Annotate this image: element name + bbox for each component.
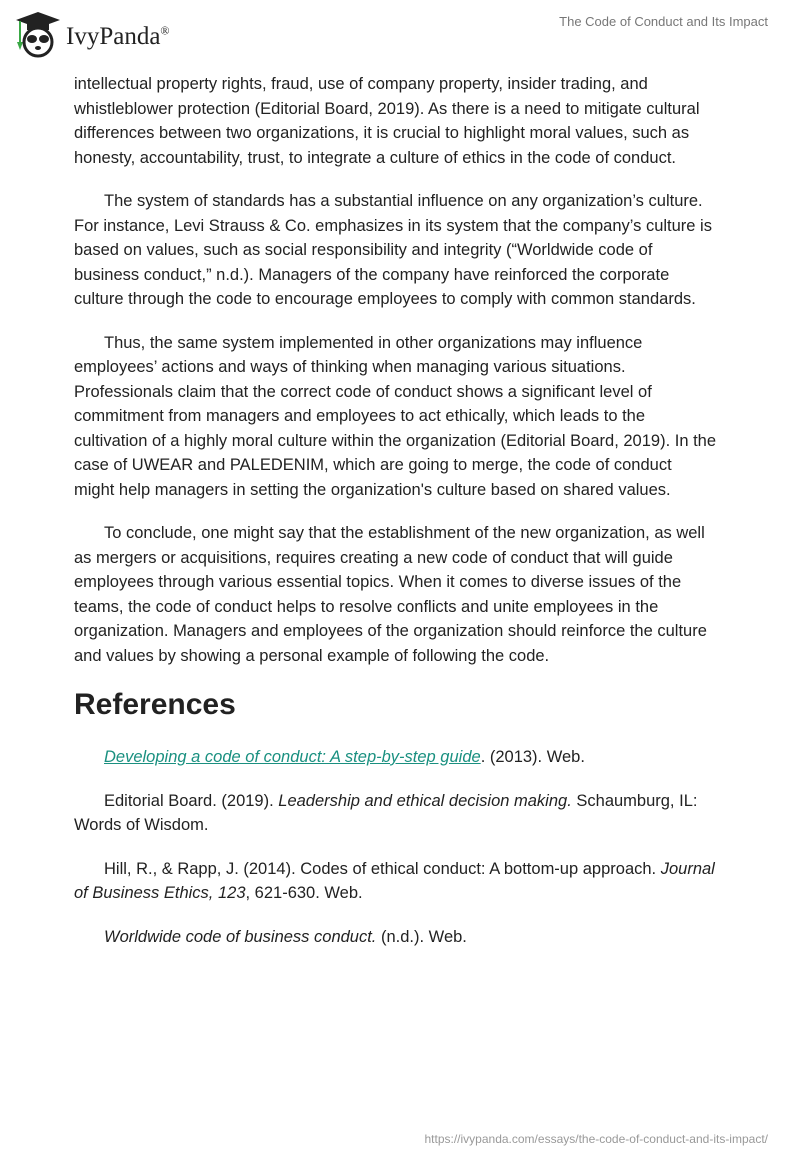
- text-line: differences between two organizations, it is crucial to highlight moral values, such as: [74, 124, 690, 142]
- text-line: cultivation of a highly moral culture within the organization (Editorial Board, 2019). In the: [74, 431, 717, 450]
- reference-item: [74, 789, 734, 838]
- reference-item: [74, 857, 734, 906]
- page-header: [0, 0, 800, 60]
- reference-text: , 621-630. Web.: [245, 884, 363, 902]
- brand-label: IvyPanda: [66, 23, 161, 50]
- text-line: honesty, accountability, trust, to integrate a culture of ethics in the code of conduct.: [74, 148, 676, 167]
- text-line: and values by showing a personal example of following the code.: [74, 646, 550, 665]
- body-paragraph: [74, 331, 734, 503]
- reference-text: (n.d.). Web.: [376, 927, 467, 946]
- text-line: based on values, such as social responsibility and integrity (“Worldwide code of: [74, 241, 653, 259]
- text-line: Professionals claim that the correct code of conduct shows a significant level of: [74, 382, 652, 401]
- references-list: [74, 745, 734, 949]
- reference-text: Hill, R., & Rapp, J. (2014). Codes of ethical conduct: A bottom-up approach.: [104, 859, 661, 878]
- text-line: The system of standards has a substantial influence on any organization’s culture.: [104, 192, 703, 210]
- reference-text: . (2013). Web.: [480, 748, 585, 766]
- italic-title: of Business Ethics, 123: [74, 884, 246, 902]
- reference-text: Editorial Board. (2019).: [104, 791, 279, 810]
- text-line: teams, the code of conduct helps to resolve conflicts and unite employees in the: [74, 597, 659, 616]
- body-paragraph: [74, 521, 734, 668]
- italic-title: Worldwide code of business conduct.: [104, 927, 377, 946]
- reference-line: [74, 745, 734, 770]
- reference-line: [74, 881, 734, 906]
- panda-graduate-icon: [12, 8, 62, 58]
- reference-item: [74, 745, 734, 770]
- brand-name: [66, 23, 170, 51]
- text-line: culture through the code to encourage employees to comply with common standards.: [74, 290, 696, 308]
- italic-title: Journal: [660, 859, 715, 878]
- document-title: The Code of Conduct and Its Impact: [559, 14, 768, 29]
- footer-url[interactable]: https://ivypanda.com/essays/the-code-of-conduct-and-its-impact/: [424, 1132, 768, 1146]
- essay-content: [74, 72, 734, 968]
- reference-item: [74, 925, 734, 950]
- body-paragraph: [74, 72, 734, 170]
- text-line: as mergers or acquisitions, requires creating a new code of conduct that will guide: [74, 548, 673, 567]
- text-line: commitment from managers and employees to act ethically, which leads to the: [74, 407, 646, 425]
- reference-line: [74, 925, 734, 950]
- reference-text: Schaumburg, IL:: [571, 791, 698, 810]
- text-line: employees’ actions and ways of thinking when managing various situations.: [74, 358, 626, 376]
- text-line: might help managers in setting the organization's culture based on shared values.: [74, 480, 671, 499]
- text-line: To conclude, one might say that the establishment of the new organization, as well: [104, 524, 705, 542]
- reference-line: [74, 813, 734, 838]
- reference-line: [74, 789, 734, 814]
- reference-text: Words of Wisdom.: [74, 816, 209, 834]
- text-line: case of UWEAR and PALEDENIM, which are going to merge, the code of conduct: [74, 456, 672, 474]
- text-line: employees through various essential topics. When it comes to diverse issues of the: [74, 573, 682, 591]
- text-line: business conduct,” n.d.). Managers of the company have reinforced the corporate: [74, 265, 670, 284]
- italic-title: Leadership and ethical decision making.: [278, 791, 572, 810]
- reference-line: [74, 857, 734, 882]
- references-heading: References: [74, 688, 236, 721]
- ivypanda-logo[interactable]: [12, 8, 170, 58]
- text-line: intellectual property rights, fraud, use of company property, insider trading, and: [74, 75, 648, 93]
- reference-link[interactable]: Developing a code of conduct: A step-by-step guide: [104, 748, 481, 766]
- text-line: organization. Managers and employees of the organization should reinforce the culture: [74, 622, 707, 640]
- essay-body: [74, 72, 734, 668]
- text-line: Thus, the same system implemented in other organizations may influence: [104, 333, 643, 352]
- body-paragraph: [74, 189, 734, 312]
- registered-mark: ®: [160, 23, 170, 38]
- text-line: whistleblower protection (Editorial Board, 2019). As there is a need to mitigate cultural: [74, 99, 700, 118]
- text-line: For instance, Levi Strauss & Co. emphasizes in its system that the company’s culture is: [74, 216, 712, 235]
